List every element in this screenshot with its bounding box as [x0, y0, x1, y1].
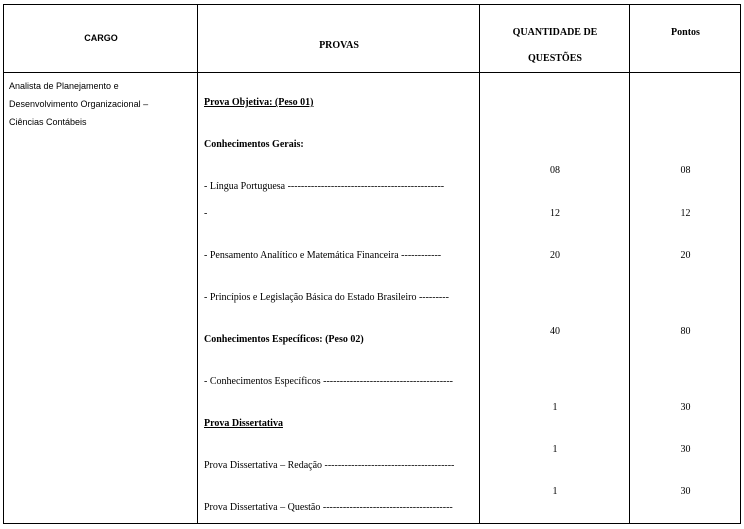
header-quantidade-line2: QUESTÕES — [528, 53, 582, 64]
quantidade-value: 40 — [550, 326, 560, 337]
quantidade-value: 1 — [552, 402, 558, 413]
header-cargo: CARGO — [84, 33, 118, 43]
conhecimentos-especificos-title: Conhecimentos Específicos: (Peso 02) — [204, 334, 364, 345]
table-border-left — [3, 4, 4, 524]
header-divider — [3, 72, 741, 73]
prova-item-questao: Prova Dissertativa – Questão --------------------------------------- — [204, 502, 453, 513]
pontos-value: 20 — [680, 250, 691, 261]
prova-objetiva-title: Prova Objetiva: (Peso 01) — [204, 97, 314, 108]
pontos-value: 30 — [680, 486, 691, 497]
header-provas: PROVAS — [319, 40, 359, 51]
pontos-value: 08 — [680, 165, 691, 176]
table-border-bottom — [3, 523, 741, 524]
prova-item-especificos: - Conhecimentos Específicos --------------------------------------- — [204, 376, 454, 387]
cargo-cell — [9, 77, 194, 131]
quantidade-value: 1 — [552, 486, 558, 497]
pontos-value: 12 — [680, 208, 691, 219]
prova-item-principios: - Princípios e Legislação Básica do Estado Brasileiro --------- — [204, 292, 449, 303]
header-quantidade-line1: QUANTIDADE DE — [512, 27, 598, 38]
prova-item-redacao: Prova Dissertativa – Redação --------------------------------------- — [204, 460, 455, 471]
prova-item-dash: - — [204, 208, 208, 219]
cargo-line: Ciências Contábeis — [9, 117, 87, 127]
cargo-line: Desenvolvimento Organizacional – — [9, 99, 149, 109]
conhecimentos-gerais-title: Conhecimentos Gerais: — [204, 139, 304, 150]
column-divider-1 — [197, 4, 198, 524]
quantidade-value: 12 — [550, 208, 560, 219]
quantidade-value: 08 — [550, 165, 560, 176]
table-border-top — [3, 4, 741, 5]
prova-item-pensamento: - Pensamento Analítico e Matemática Financeira ------------ — [204, 250, 442, 261]
header-pontos: Pontos — [671, 27, 700, 38]
cargo-line: Analista de Planejamento e — [9, 81, 119, 91]
pontos-value: 30 — [680, 402, 691, 413]
pontos-value: 30 — [680, 444, 691, 455]
quantidade-value: 20 — [550, 250, 560, 261]
prova-item-portugues: - Língua Portuguesa ----------------------------------------------- — [204, 181, 445, 192]
pontos-value: 80 — [680, 326, 691, 337]
prova-dissertativa-title: Prova Dissertativa — [204, 418, 283, 429]
quantidade-value: 1 — [552, 444, 558, 455]
